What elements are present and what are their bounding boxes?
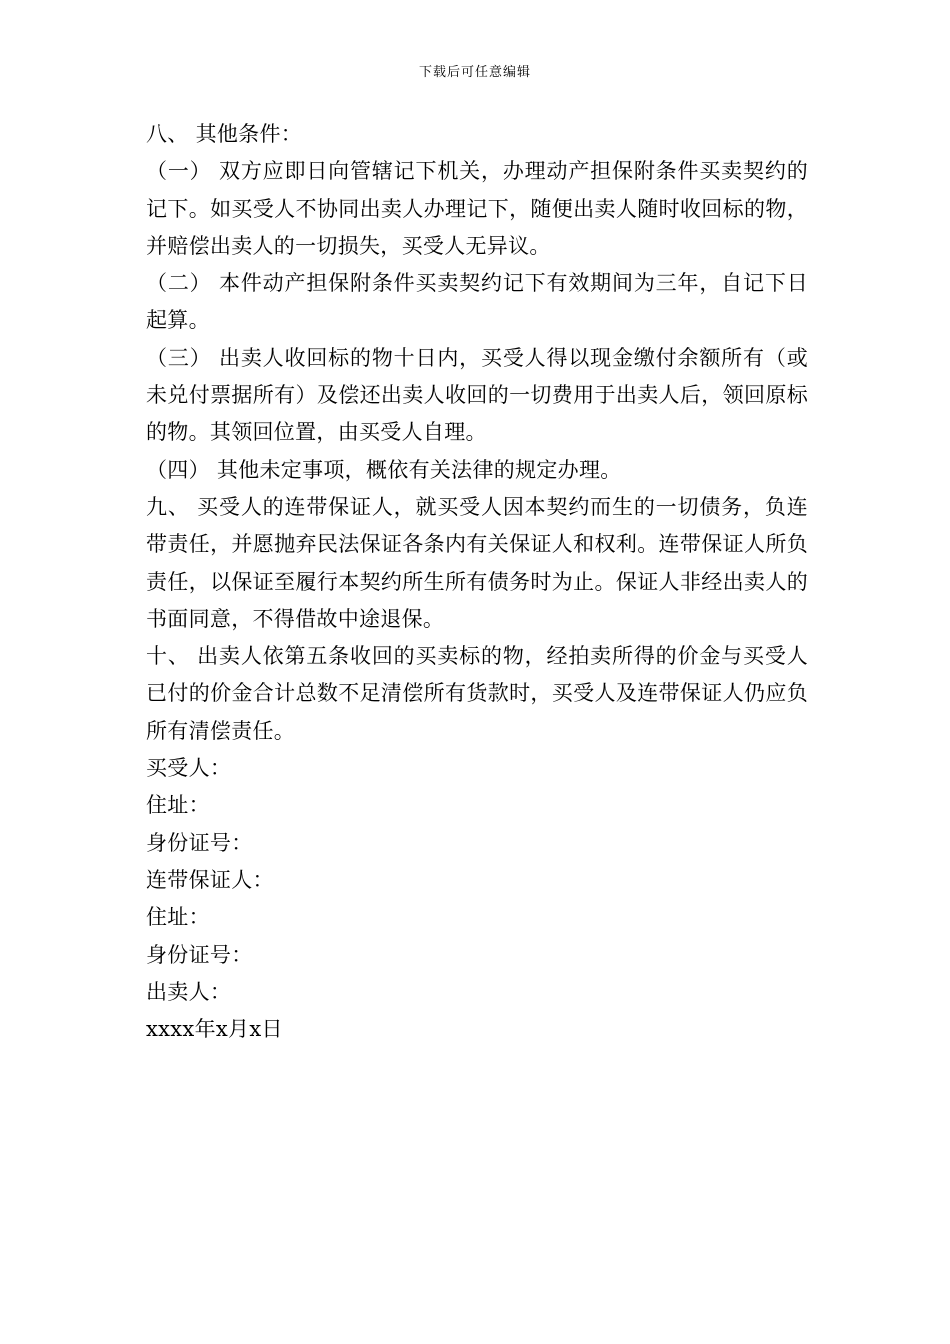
buyer-id-label: 身份证号： [146,830,253,855]
guarantor-id-label: 身份证号： [146,942,253,967]
buyer-label: 买受人： [146,756,232,781]
date-line: xxxx年x月x日 [146,1017,283,1042]
clause-8-item-3: （三） 出卖人收回标的物十日内，买受人得以现金缴付余额所有（或未兑付票据所有）及偿还出卖人收回的一切费用于出卖人后，领回原标的物。其领回位置，由买受人自理。 [146,345,808,445]
page-header: 下载后可任意编辑 [418,65,531,80]
guarantor-address-label: 住址： [146,905,210,930]
document-body [146,116,808,1048]
clause-8-item-2: （二） 本件动产担保附条件买卖契约记下有效期间为三年，自记下日起算。 [146,271,808,333]
clause-9: 九、 买受人的连带保证人，就买受人因本契约而生的一切债务，负连带责任，并愿抛弃民法保证各条内有关保证人和权利。连带保证人所负责任，以保证至履行本契约所生所有债务时为止。保证人非经出卖人的书面同意，不得借故中途退保。 [146,494,808,631]
clause-8-item-4: （四） 其他未定事项，概依有关法律的规定办理。 [146,457,622,482]
buyer-address-label: 住址： [146,793,210,818]
clause-8-item-1: （一） 双方应即日向管辖记下机关，办理动产担保附条件买卖契约的记下。如买受人不协同出卖人办理记下，随便出卖人随时收回标的物，并赔偿出卖人的一切损失，买受人无异议。 [146,159,808,258]
guarantor-label: 连带保证人： [146,867,274,892]
seller-label: 出卖人： [146,979,232,1004]
clause-8-heading: 八、 其他条件： [146,122,303,146]
clause-10: 十、 出卖人依第五条收回的买卖标的物，经拍卖所得的价金与买受人已付的价金合计总数不足清偿所有货款时，买受人及连带保证人仍应负所有清偿责任。 [146,644,808,743]
signature-block [146,750,808,1048]
